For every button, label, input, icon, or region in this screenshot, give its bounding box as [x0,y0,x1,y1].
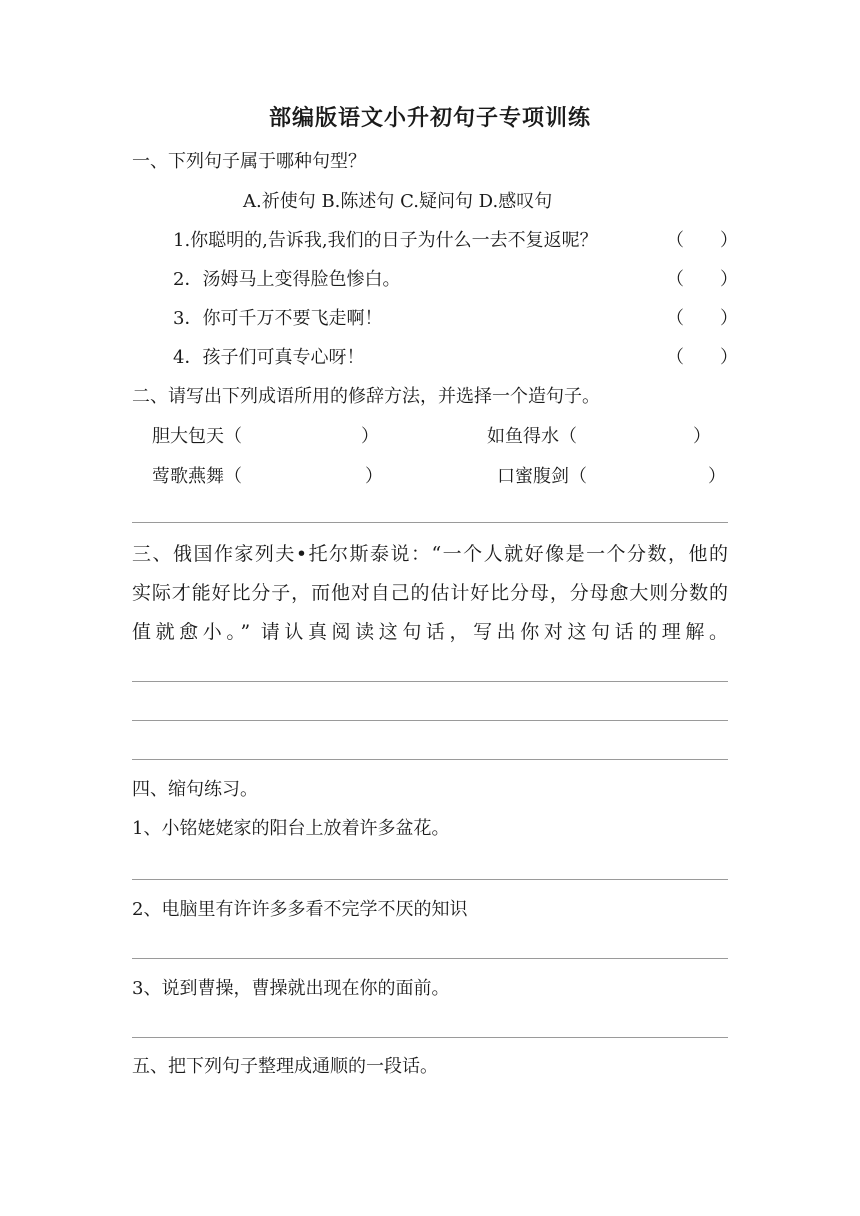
idiom-3-close: ） [365,466,383,487]
section3-line-2: 实际才能好比分子，而他对自己的估计好比分母，分母愈大则分数的 [132,582,728,604]
idiom-2-close: ） [693,426,711,447]
answer-line-s3-1[interactable] [132,681,728,682]
question-item-3: 3．你可千万不要飞走啊！ [173,308,383,329]
question-item-1: 1.你聪明的,告诉我,我们的日子为什么一去不复返呢？ [173,230,598,251]
answer-line-s4-2[interactable] [132,958,728,959]
shorten-item-3: 3、说到曹操，曹操就出现在你的面前。 [132,978,450,999]
question-item-2: 2．汤姆马上变得脸色惨白。 [173,269,401,290]
answer-blank-1[interactable]: （ ） [666,230,738,251]
shorten-item-2: 2、电脑里有许许多多看不完学不厌的知识 [132,899,468,920]
idiom-3: 莺歌燕舞（ [152,466,242,487]
section4-heading: 四、缩句练习。 [132,779,258,800]
page-title: 部编版语文小升初句子专项训练 [268,105,591,131]
answer-blank-2[interactable]: （ ） [666,269,738,290]
section3-line-1: 三、俄国作家列夫•托尔斯泰说：“一个人就好像是一个分数，他的 [132,543,728,565]
section3-line-3: 值就愈小。” 请认真阅读这句话，写出你对这句话的理解。 [132,621,728,643]
question-item-4: 4．孩子们可真专心呀！ [173,347,365,368]
answer-line-s4-3[interactable] [132,1037,728,1038]
section2-heading: 二、请写出下列成语所用的修辞方法，并选择一个造句子。 [132,386,600,407]
answer-blank-4[interactable]: （ ） [666,347,738,368]
shorten-item-1: 1、小铭姥姥家的阳台上放着许多盆花。 [132,818,450,839]
idiom-2: 如鱼得水（ [487,426,577,447]
section5-heading: 五、把下列句子整理成通顺的一段话。 [132,1056,438,1077]
answer-line-s3-3[interactable] [132,759,728,760]
idiom-4: 口蜜腹剑（ [497,466,587,487]
idiom-1-close: ） [361,426,379,447]
answer-line-s3-2[interactable] [132,720,728,721]
answer-blank-3[interactable]: （ ） [666,308,738,329]
answer-line-s4-1[interactable] [132,879,728,880]
sentence-type-options: A.祈使句 B.陈述句 C.疑问句 D.感叹句 [243,191,553,212]
answer-line-s2[interactable] [132,522,728,523]
idiom-4-close: ） [708,466,726,487]
section1-heading: 一、下列句子属于哪种句型？ [132,151,366,172]
idiom-1: 胆大包天（ [152,426,242,447]
